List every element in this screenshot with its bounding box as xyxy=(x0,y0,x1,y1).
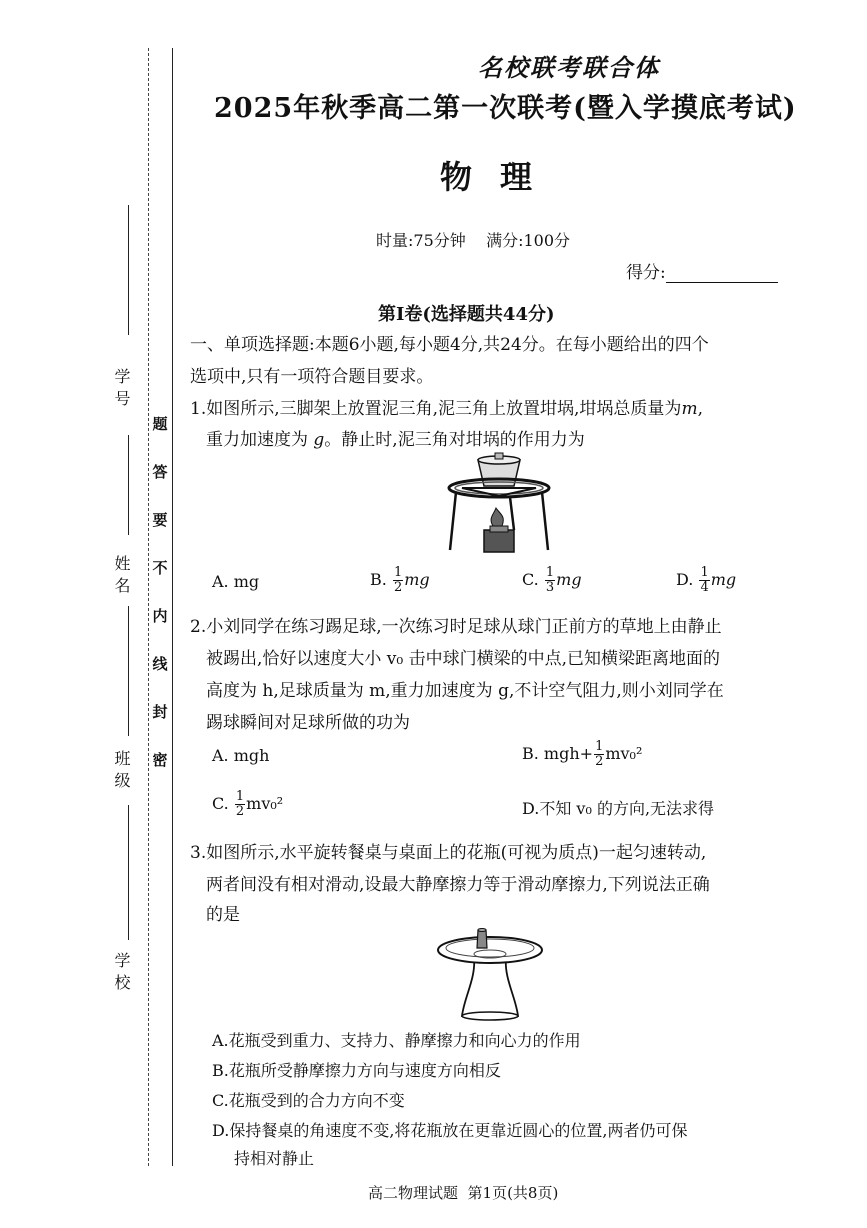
fraction xyxy=(594,740,604,769)
q2-line2: 被踢出,恰好以速度大小 v₀ 击中球门横梁的中点,已知横梁距离地面的 xyxy=(206,649,721,669)
score-field[interactable] xyxy=(666,266,778,283)
q1-text: 1.如图所示,三脚架上放置泥三角,泥三角上放置坩埚,坩埚总质量为 xyxy=(190,399,682,419)
var-g: g xyxy=(313,430,325,450)
var-mg: mg xyxy=(404,570,430,589)
var-m: m xyxy=(681,399,698,419)
q1-text: , xyxy=(697,399,703,419)
field-label-school: 学校 xyxy=(112,952,131,996)
q2-option-a[interactable] xyxy=(212,746,269,765)
exam-title: 2025年秋季高二第一次联考(暨入学摸底考试) xyxy=(214,93,797,124)
section-text: 一、单项选择题:本题6小题,每小题4分,共24分。在每小题给出的四个 xyxy=(190,335,709,355)
tripod-crucible-figure xyxy=(440,450,558,556)
seal-char: 线 xyxy=(152,655,168,673)
option-text: D.不知 v₀ 的方向,无法求得 xyxy=(522,799,715,818)
q3-option-b[interactable]: B.花瓶所受静摩擦力方向与速度方向相反 xyxy=(212,1061,501,1080)
part-title: 第Ⅰ卷(选择题共44分) xyxy=(378,304,555,325)
score-box xyxy=(626,258,778,283)
option-label: D. xyxy=(676,570,694,589)
q3-line2: 两者间没有相对滑动,设最大静摩擦力等于滑动摩擦力,下列说法正确 xyxy=(206,875,710,895)
var-mg: mg xyxy=(556,570,582,589)
section-instructions-line2: 选项中,只有一项符合题目要求。 xyxy=(190,367,434,387)
fraction xyxy=(699,566,709,595)
q1-option-a[interactable] xyxy=(212,572,259,591)
q2-option-c[interactable] xyxy=(212,790,283,819)
option-text: A. mg xyxy=(212,572,260,591)
field-label-class: 班级 xyxy=(112,750,131,794)
q1-text: 。静止时,泥三角对坩埚的作用力为 xyxy=(324,430,585,450)
fraction xyxy=(545,566,555,595)
option-label: B. xyxy=(370,570,387,589)
q1-option-d[interactable] xyxy=(676,566,736,595)
q3-option-a[interactable]: A.花瓶受到重力、支持力、静摩擦力和向心力的作用 xyxy=(212,1031,581,1050)
q1-line1 xyxy=(190,394,703,419)
option-text: B. mgh+ xyxy=(522,744,594,763)
seal-notice xyxy=(150,400,170,784)
fraction xyxy=(235,790,245,819)
q3-option-d-line1[interactable]: D.保持餐桌的角速度不变,将花瓶放在更靠近圆心的位置,两者仍可保 xyxy=(212,1121,688,1140)
seal-char: 题 xyxy=(152,415,168,433)
option-text: A. mgh xyxy=(212,746,270,765)
section-instructions-line1 xyxy=(190,330,709,355)
q3-option-d-line2[interactable]: 持相对静止 xyxy=(234,1149,315,1168)
option-label: C. xyxy=(522,570,539,589)
q1-option-c[interactable] xyxy=(522,566,582,595)
field-label-name: 姓名 xyxy=(112,555,131,599)
seal-char: 密 xyxy=(152,751,168,769)
name-field[interactable] xyxy=(128,435,129,535)
denominator: 4 xyxy=(700,580,709,595)
denominator: 2 xyxy=(595,754,604,769)
school-field[interactable] xyxy=(128,805,129,940)
option-label: C. xyxy=(212,794,229,813)
fraction xyxy=(393,566,403,595)
q2-option-d[interactable] xyxy=(522,796,714,819)
q3-line1: 3.如图所示,水平旋转餐桌与桌面上的花瓶(可视为质点)一起匀速转动, xyxy=(190,843,707,863)
seal-char: 不 xyxy=(152,559,168,577)
exam-duration: 时量:75分钟 满分:100分 xyxy=(376,231,571,250)
q1-option-b[interactable] xyxy=(370,566,430,595)
option-text: mv₀² xyxy=(246,794,284,813)
rotating-table-figure xyxy=(432,922,548,1022)
q1-line2 xyxy=(206,425,585,450)
q3-line3: 的是 xyxy=(206,905,240,925)
seal-char: 要 xyxy=(152,511,168,529)
q3-option-c[interactable]: C.花瓶受到的合力方向不变 xyxy=(212,1091,405,1110)
seal-char: 内 xyxy=(152,607,168,625)
binding-solid-line xyxy=(172,48,173,1166)
denominator: 3 xyxy=(545,580,555,595)
q2-line3: 高度为 h,足球质量为 m,重力加速度为 g,不计空气阻力,则小刘同学在 xyxy=(206,681,724,701)
numerator: 1 xyxy=(545,565,555,580)
option-text: mv₀² xyxy=(605,744,643,763)
field-label-student-id: 学号 xyxy=(112,368,131,412)
page-footer: 高二物理试题 第1页(共8页) xyxy=(368,1184,559,1202)
binding-dashed-line xyxy=(148,48,149,1166)
numerator: 1 xyxy=(235,789,245,804)
subject-title: 物理 xyxy=(440,158,561,196)
var-mg: mg xyxy=(710,570,737,589)
class-field[interactable] xyxy=(128,606,129,736)
score-label: 得分: xyxy=(626,263,666,283)
q1-text: 重力加速度为 xyxy=(206,430,308,450)
seal-char: 封 xyxy=(152,703,168,721)
numerator: 1 xyxy=(393,565,403,580)
student-id-field[interactable] xyxy=(128,205,129,335)
denominator: 2 xyxy=(235,804,245,819)
q2-option-b[interactable] xyxy=(522,740,642,769)
seal-char: 答 xyxy=(152,463,168,481)
q2-line4: 踢球瞬间对足球所做的功为 xyxy=(206,713,410,733)
q2-line1: 2.小刘同学在练习踢足球,一次练习时足球从球门正前方的草地上由静止 xyxy=(190,617,722,637)
numerator: 1 xyxy=(700,565,709,580)
organizer-name: 名校联考联合体 xyxy=(478,53,660,82)
denominator: 2 xyxy=(393,580,403,595)
numerator: 1 xyxy=(595,739,604,754)
